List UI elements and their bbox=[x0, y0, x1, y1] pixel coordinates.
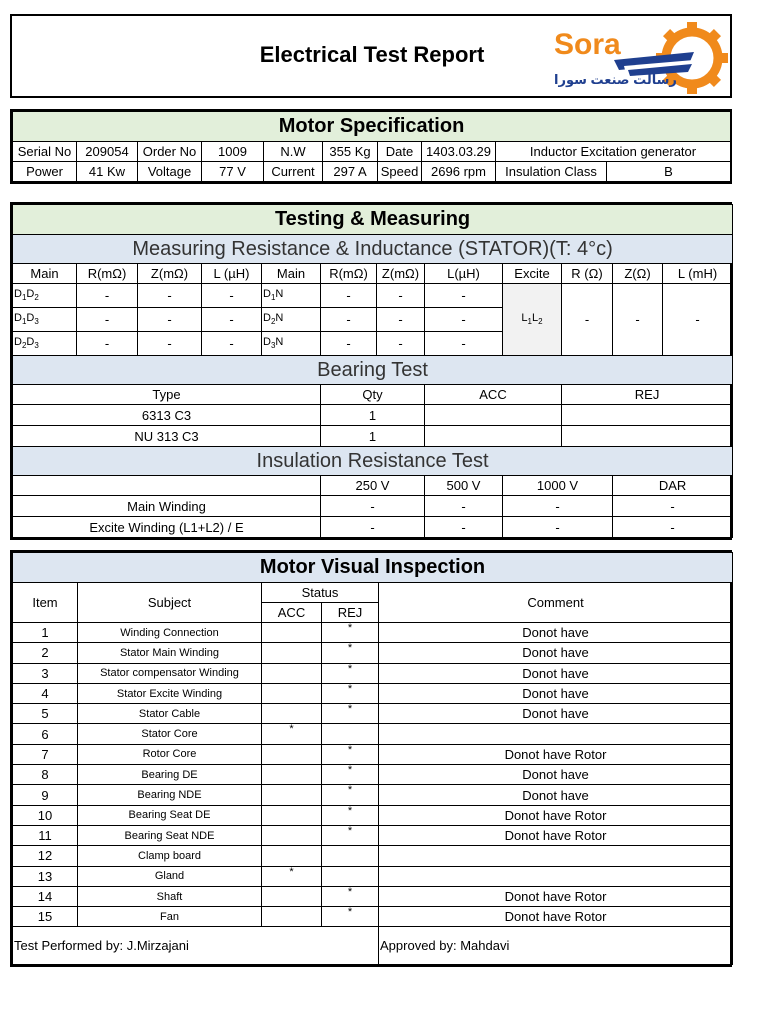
approved-by: Approved by: Mahdavi bbox=[379, 927, 733, 965]
winding-pair: $D_1D_3$ bbox=[13, 308, 77, 332]
status-acc bbox=[262, 825, 322, 845]
col-header: 250 V bbox=[321, 476, 425, 496]
item-comment: Donot have bbox=[379, 623, 733, 643]
spec-type: Inductor Excitation generator bbox=[496, 142, 731, 162]
cell-value: - bbox=[613, 517, 733, 538]
table-row bbox=[13, 683, 733, 703]
report-header bbox=[10, 14, 732, 98]
col-header: Z(mΩ) bbox=[377, 264, 425, 284]
status-acc bbox=[262, 805, 322, 825]
item-number: 5 bbox=[13, 704, 78, 724]
cell-value: - bbox=[425, 284, 503, 308]
item-subject: Stator Excite Winding bbox=[78, 683, 262, 703]
col-header: Main bbox=[262, 264, 321, 284]
cell-value: - bbox=[321, 332, 377, 356]
bearing-type: 6313 C3 bbox=[13, 405, 321, 426]
resistance-title: Measuring Resistance & Inductance (STATOR)(T: 4°c) bbox=[13, 235, 733, 264]
spec-value: 1403.03.29 bbox=[422, 142, 496, 162]
visual-title: Motor Visual Inspection bbox=[13, 553, 733, 583]
item-comment: Donot have Rotor bbox=[379, 744, 733, 764]
testing-table bbox=[12, 204, 733, 538]
cell-value: - bbox=[503, 496, 613, 517]
spec-value: 41 Kw bbox=[77, 162, 138, 182]
item-subject: Clamp board bbox=[78, 846, 262, 866]
performed-by: Test Performed by: J.Mirzajani bbox=[13, 927, 379, 965]
cell-value: - bbox=[77, 284, 138, 308]
table-row bbox=[13, 663, 733, 683]
spec-label: Insulation Class bbox=[496, 162, 607, 182]
col-header: R (Ω) bbox=[562, 264, 613, 284]
item-subject: Winding Connection bbox=[78, 623, 262, 643]
status-acc bbox=[262, 907, 322, 927]
item-subject: Stator Cable bbox=[78, 704, 262, 724]
col-header bbox=[13, 476, 321, 496]
spec-value: 355 Kg bbox=[323, 142, 378, 162]
excite-pair: $L_1L_2$ bbox=[503, 284, 562, 356]
status-rej: * bbox=[322, 744, 379, 764]
status-acc: * bbox=[262, 724, 322, 744]
status-rej: * bbox=[322, 805, 379, 825]
item-comment: Donot have Rotor bbox=[379, 886, 733, 906]
table-row bbox=[13, 907, 733, 927]
winding-pair: $D_1D_2$ bbox=[13, 284, 77, 308]
status-acc bbox=[262, 704, 322, 724]
cell-value: - bbox=[77, 332, 138, 356]
table-row bbox=[13, 623, 733, 643]
insulation-title: Insulation Resistance Test bbox=[13, 447, 733, 476]
status-rej: * bbox=[322, 663, 379, 683]
cell-value: - bbox=[377, 308, 425, 332]
item-subject: Rotor Core bbox=[78, 744, 262, 764]
col-header: Qty bbox=[321, 385, 425, 405]
item-subject: Fan bbox=[78, 907, 262, 927]
cell-value: - bbox=[425, 496, 503, 517]
table-row bbox=[13, 724, 733, 744]
item-number: 9 bbox=[13, 785, 78, 805]
item-subject: Bearing Seat DE bbox=[78, 805, 262, 825]
cell-value: - bbox=[425, 517, 503, 538]
spec-label: Voltage bbox=[138, 162, 202, 182]
item-comment: Donot have bbox=[379, 643, 733, 663]
item-comment: Donot have bbox=[379, 683, 733, 703]
item-number: 6 bbox=[13, 724, 78, 744]
visual-table bbox=[12, 552, 733, 965]
cell-value: - bbox=[613, 496, 733, 517]
col-header: DAR bbox=[613, 476, 733, 496]
status-acc bbox=[262, 683, 322, 703]
col-header: R(mΩ) bbox=[77, 264, 138, 284]
status-rej: * bbox=[322, 785, 379, 805]
cell-value: - bbox=[425, 332, 503, 356]
bearing-qty: 1 bbox=[321, 426, 425, 447]
cell-value: - bbox=[138, 332, 202, 356]
cell-value: - bbox=[321, 517, 425, 538]
col-header: Z(mΩ) bbox=[138, 264, 202, 284]
table-row bbox=[13, 704, 733, 724]
spec-value: B bbox=[607, 162, 731, 182]
table-row bbox=[13, 805, 733, 825]
item-subject: Bearing NDE bbox=[78, 785, 262, 805]
spec-label: Power bbox=[13, 162, 77, 182]
col-header: ACC bbox=[262, 603, 322, 623]
item-number: 7 bbox=[13, 744, 78, 764]
item-subject: Stator Core bbox=[78, 724, 262, 744]
spec-label: Order No bbox=[138, 142, 202, 162]
status-rej: * bbox=[322, 704, 379, 724]
spec-value: 2696 rpm bbox=[422, 162, 496, 182]
status-acc bbox=[262, 765, 322, 785]
bearing-rej bbox=[562, 426, 733, 447]
cell-value: - bbox=[321, 308, 377, 332]
item-subject: Gland bbox=[78, 866, 262, 886]
insulation-label: Excite Winding (L1+L2) / E bbox=[13, 517, 321, 538]
cell-value: - bbox=[138, 284, 202, 308]
item-comment: Donot have bbox=[379, 704, 733, 724]
cell-value: - bbox=[321, 284, 377, 308]
spec-label: Serial No bbox=[13, 142, 77, 162]
col-header: 500 V bbox=[425, 476, 503, 496]
item-number: 14 bbox=[13, 886, 78, 906]
item-number: 3 bbox=[13, 663, 78, 683]
item-number: 8 bbox=[13, 765, 78, 785]
table-row bbox=[13, 846, 733, 866]
item-subject: Bearing DE bbox=[78, 765, 262, 785]
item-comment: Donot have Rotor bbox=[379, 825, 733, 845]
cell-value: - bbox=[562, 284, 613, 356]
status-rej: * bbox=[322, 825, 379, 845]
logo-text: Sora bbox=[554, 28, 621, 61]
cell-value: - bbox=[77, 308, 138, 332]
status-acc: * bbox=[262, 866, 322, 886]
bearing-rej bbox=[562, 405, 733, 426]
table-row bbox=[13, 744, 733, 764]
spec-label: Date bbox=[378, 142, 422, 162]
cell-value: - bbox=[425, 308, 503, 332]
item-comment: Donot have bbox=[379, 785, 733, 805]
col-header: Comment bbox=[379, 583, 733, 623]
item-subject: Stator Main Winding bbox=[78, 643, 262, 663]
item-subject: Stator compensator Winding bbox=[78, 663, 262, 683]
testing-title: Testing & Measuring bbox=[13, 205, 733, 235]
status-rej bbox=[322, 846, 379, 866]
table-row bbox=[13, 765, 733, 785]
col-header: REJ bbox=[562, 385, 733, 405]
item-number: 12 bbox=[13, 846, 78, 866]
item-number: 4 bbox=[13, 683, 78, 703]
item-comment bbox=[379, 866, 733, 886]
item-subject: Bearing Seat NDE bbox=[78, 825, 262, 845]
col-header: Subject bbox=[78, 583, 262, 623]
col-header: Item bbox=[13, 583, 78, 623]
winding-pair: $D_3N$ bbox=[262, 332, 321, 356]
cell-value: - bbox=[321, 496, 425, 517]
cell-value: - bbox=[377, 332, 425, 356]
visual-section bbox=[10, 550, 732, 967]
status-acc bbox=[262, 744, 322, 764]
col-header: Excite bbox=[503, 264, 562, 284]
status-rej bbox=[322, 724, 379, 744]
status-acc bbox=[262, 623, 322, 643]
testing-section bbox=[10, 202, 732, 540]
bearing-qty: 1 bbox=[321, 405, 425, 426]
item-number: 2 bbox=[13, 643, 78, 663]
col-header: Z(Ω) bbox=[613, 264, 663, 284]
col-header: ACC bbox=[425, 385, 562, 405]
status-rej: * bbox=[322, 683, 379, 703]
motor-spec-title: Motor Specification bbox=[13, 112, 731, 142]
item-subject: Shaft bbox=[78, 886, 262, 906]
status-acc bbox=[262, 663, 322, 683]
col-header: R(mΩ) bbox=[321, 264, 377, 284]
table-row bbox=[13, 785, 733, 805]
report-title: Electrical Test Report bbox=[259, 42, 485, 67]
bearing-title: Bearing Test bbox=[13, 356, 733, 385]
motor-spec-section bbox=[10, 109, 732, 184]
status-acc bbox=[262, 785, 322, 805]
cell-value: - bbox=[613, 284, 663, 356]
spec-label: N.W bbox=[264, 142, 323, 162]
table-row bbox=[13, 866, 733, 886]
col-header: L (µH) bbox=[202, 264, 262, 284]
cell-value: - bbox=[202, 308, 262, 332]
status-acc bbox=[262, 643, 322, 663]
status-rej: * bbox=[322, 643, 379, 663]
col-header: REJ bbox=[322, 603, 379, 623]
logo-subtitle: رسالت صنعت سورا bbox=[554, 72, 677, 87]
item-number: 1 bbox=[13, 623, 78, 643]
winding-pair: $D_1N$ bbox=[262, 284, 321, 308]
status-rej bbox=[322, 866, 379, 886]
bearing-acc bbox=[425, 405, 562, 426]
bearing-acc bbox=[425, 426, 562, 447]
winding-pair: $D_2N$ bbox=[262, 308, 321, 332]
spec-value: 1009 bbox=[202, 142, 264, 162]
col-header: Main bbox=[13, 264, 77, 284]
item-number: 10 bbox=[13, 805, 78, 825]
cell-value: - bbox=[202, 332, 262, 356]
item-number: 13 bbox=[13, 866, 78, 886]
status-rej: * bbox=[322, 623, 379, 643]
item-comment bbox=[379, 846, 733, 866]
spec-value: 209054 bbox=[77, 142, 138, 162]
item-comment: Donot have Rotor bbox=[379, 907, 733, 927]
status-rej: * bbox=[322, 907, 379, 927]
status-rej: * bbox=[322, 765, 379, 785]
cell-value: - bbox=[503, 517, 613, 538]
bearing-type: NU 313 C3 bbox=[13, 426, 321, 447]
table-row bbox=[13, 643, 733, 663]
spec-value: 297 A bbox=[323, 162, 378, 182]
item-comment: Donot have bbox=[379, 765, 733, 785]
col-header: L (mH) bbox=[663, 264, 733, 284]
spec-label: Speed bbox=[378, 162, 422, 182]
table-row bbox=[13, 825, 733, 845]
cell-value: - bbox=[663, 284, 733, 356]
status-acc bbox=[262, 886, 322, 906]
winding-pair: $D_2D_3$ bbox=[13, 332, 77, 356]
col-header: 1000 V bbox=[503, 476, 613, 496]
spec-label: Current bbox=[264, 162, 323, 182]
col-header: Type bbox=[13, 385, 321, 405]
col-header: Status bbox=[262, 583, 379, 603]
motor-spec-table bbox=[12, 111, 731, 182]
status-rej: * bbox=[322, 886, 379, 906]
item-number: 11 bbox=[13, 825, 78, 845]
table-row bbox=[13, 886, 733, 906]
item-comment: Donot have Rotor bbox=[379, 805, 733, 825]
cell-value: - bbox=[202, 284, 262, 308]
item-comment: Donot have bbox=[379, 663, 733, 683]
insulation-label: Main Winding bbox=[13, 496, 321, 517]
sora-logo bbox=[544, 20, 730, 96]
item-comment bbox=[379, 724, 733, 744]
status-acc bbox=[262, 846, 322, 866]
spec-value: 77 V bbox=[202, 162, 264, 182]
cell-value: - bbox=[138, 308, 202, 332]
item-number: 15 bbox=[13, 907, 78, 927]
col-header: L(µH) bbox=[425, 264, 503, 284]
cell-value: - bbox=[377, 284, 425, 308]
